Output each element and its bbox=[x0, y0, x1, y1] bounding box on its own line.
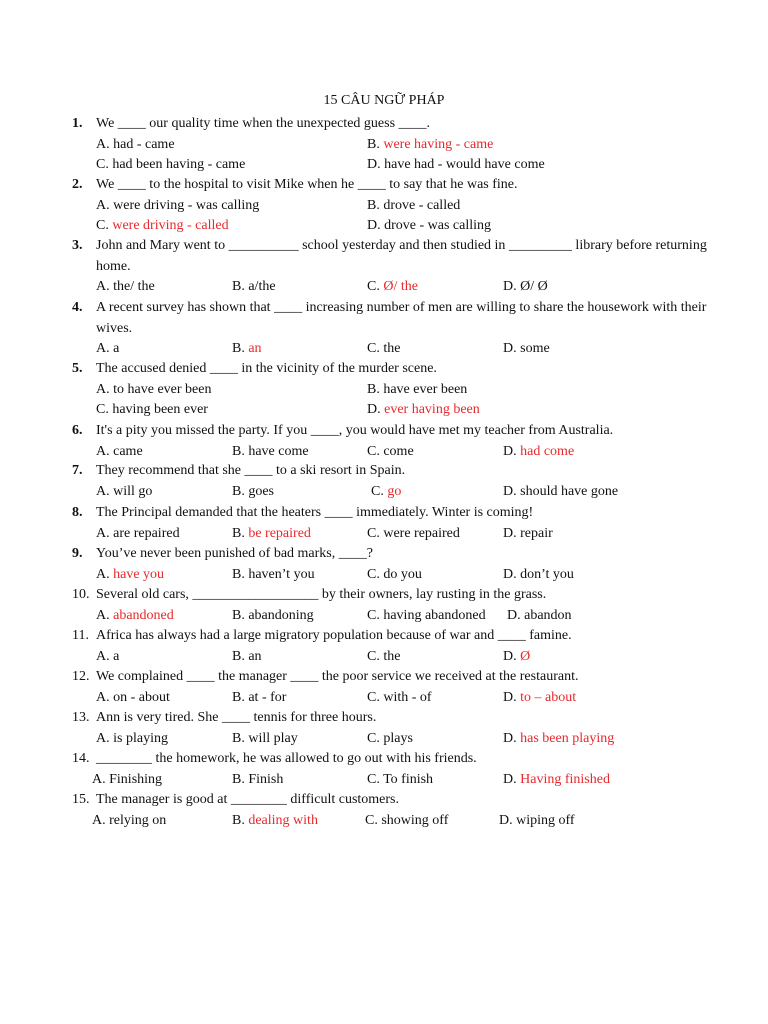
option-text: be repaired bbox=[248, 525, 311, 541]
question-stem: We complained ____ the manager ____ the poor service we received at the restaurant. bbox=[96, 669, 579, 684]
option-a[interactable] bbox=[96, 196, 259, 217]
question-stem: Africa has always had a large migratory population because of war and ____ famine. bbox=[96, 628, 572, 643]
option-c[interactable] bbox=[96, 400, 208, 421]
option-c[interactable] bbox=[96, 155, 245, 176]
option-c[interactable] bbox=[96, 216, 229, 237]
option-b[interactable] bbox=[232, 688, 286, 709]
option-letter: A. bbox=[92, 812, 106, 828]
option-text: abandoned bbox=[113, 607, 174, 623]
option-letter: C. bbox=[365, 812, 378, 828]
option-text: having been ever bbox=[112, 402, 208, 417]
option-letter: A. bbox=[96, 197, 110, 213]
option-letter: A. bbox=[92, 771, 106, 787]
option-b[interactable] bbox=[232, 482, 274, 503]
question-number: 2. bbox=[72, 177, 83, 192]
option-letter: A. bbox=[96, 648, 110, 664]
option-d[interactable] bbox=[507, 606, 572, 627]
question-stem: The accused denied ____ in the vicinity of the murder scene. bbox=[96, 361, 437, 376]
option-text: showing off bbox=[381, 812, 449, 828]
option-text: don’t you bbox=[520, 566, 574, 582]
question-number: 8. bbox=[72, 505, 83, 520]
option-letter: B. bbox=[232, 648, 245, 664]
option-letter: D. bbox=[367, 402, 381, 417]
question-number: 12. bbox=[72, 669, 90, 684]
question-number: 14. bbox=[72, 751, 90, 766]
option-letter: B. bbox=[367, 136, 380, 152]
option-letter: A. bbox=[96, 341, 110, 356]
option-d[interactable] bbox=[503, 339, 550, 360]
option-letter: B. bbox=[367, 381, 380, 397]
option-letter: D. bbox=[503, 341, 517, 356]
option-text: were repaired bbox=[383, 525, 460, 541]
option-letter: A. bbox=[96, 525, 110, 541]
option-text: had - came bbox=[113, 136, 175, 152]
option-text: have ever been bbox=[383, 381, 468, 397]
option-text: Ø/ Ø bbox=[520, 279, 548, 294]
option-letter: D. bbox=[367, 218, 381, 233]
option-letter: A. bbox=[96, 607, 110, 623]
option-text: will play bbox=[248, 730, 298, 746]
option-letter: C. bbox=[96, 218, 109, 233]
question-number: 7. bbox=[72, 463, 83, 478]
option-text: have had - would have come bbox=[384, 157, 545, 172]
option-b[interactable] bbox=[232, 811, 318, 832]
option-d[interactable] bbox=[503, 565, 574, 586]
option-letter: A. bbox=[96, 730, 110, 746]
option-letter: D. bbox=[503, 730, 517, 746]
option-letter: B. bbox=[367, 197, 380, 213]
option-d[interactable] bbox=[503, 482, 618, 503]
option-letter: B. bbox=[232, 525, 245, 541]
option-letter: D. bbox=[507, 607, 521, 623]
question-stem: Ann is very tired. She ____ tennis for three hours. bbox=[96, 710, 377, 725]
option-text: were driving - called bbox=[112, 218, 229, 233]
option-text: a bbox=[113, 341, 120, 356]
option-text: had been having - came bbox=[112, 157, 246, 172]
option-a[interactable] bbox=[92, 770, 162, 791]
option-text: goes bbox=[248, 483, 275, 499]
option-text: relying on bbox=[109, 812, 167, 828]
option-letter: C. bbox=[367, 279, 380, 294]
option-letter: A. bbox=[96, 381, 110, 397]
option-letter: C. bbox=[367, 566, 380, 582]
option-text: go bbox=[387, 483, 402, 499]
option-b[interactable] bbox=[232, 339, 262, 360]
option-text: came bbox=[113, 443, 143, 459]
option-text: abandoning bbox=[248, 607, 314, 623]
option-letter: D. bbox=[499, 812, 513, 828]
option-c[interactable] bbox=[367, 688, 432, 709]
option-text: a/the bbox=[248, 279, 276, 294]
question-stem: The manager is good at ________ difficult customers. bbox=[96, 792, 400, 807]
option-c[interactable] bbox=[367, 647, 400, 668]
option-letter: B. bbox=[232, 443, 245, 459]
option-letter: B. bbox=[232, 483, 245, 499]
option-b[interactable] bbox=[232, 729, 298, 750]
option-b[interactable] bbox=[232, 524, 311, 545]
option-d[interactable] bbox=[503, 647, 530, 668]
option-d[interactable] bbox=[503, 442, 574, 463]
option-text: some bbox=[520, 341, 550, 356]
option-a[interactable] bbox=[96, 277, 155, 298]
option-text: come bbox=[383, 443, 414, 459]
option-d[interactable] bbox=[503, 729, 614, 750]
option-text: repair bbox=[520, 525, 553, 541]
option-b[interactable] bbox=[367, 196, 460, 217]
option-b[interactable] bbox=[232, 277, 276, 298]
option-letter: A. bbox=[96, 443, 110, 459]
option-text: were having - came bbox=[383, 136, 494, 152]
option-letter: C. bbox=[96, 402, 109, 417]
option-letter: C. bbox=[367, 607, 380, 623]
option-c[interactable] bbox=[367, 729, 413, 750]
option-d[interactable] bbox=[367, 155, 545, 176]
option-letter: D. bbox=[503, 279, 517, 294]
option-c[interactable] bbox=[367, 524, 460, 545]
option-letter: B. bbox=[232, 689, 245, 705]
option-letter: D. bbox=[503, 566, 517, 582]
option-letter: C. bbox=[367, 443, 380, 459]
question-stem: The Principal demanded that the heaters ____ immediately. Winter is coming! bbox=[96, 505, 534, 520]
option-text: the/ the bbox=[113, 279, 155, 294]
option-letter: B. bbox=[232, 607, 245, 623]
option-text: wiping off bbox=[516, 812, 575, 828]
page-title: 15 CÂU NGỮ PHÁP bbox=[323, 93, 445, 108]
option-letter: C. bbox=[371, 483, 384, 499]
option-text: Ø bbox=[520, 648, 531, 664]
option-letter: C. bbox=[367, 648, 380, 664]
question-stem: They recommend that she ____ to a ski resort in Spain. bbox=[96, 463, 406, 478]
option-letter: C. bbox=[367, 341, 380, 356]
option-letter: B. bbox=[232, 812, 245, 828]
option-a[interactable] bbox=[96, 442, 143, 463]
option-text: drove - was calling bbox=[384, 218, 492, 233]
option-text: should have gone bbox=[520, 483, 619, 499]
option-a[interactable] bbox=[96, 729, 168, 750]
option-b[interactable] bbox=[367, 380, 467, 401]
question-stem: It's a pity you missed the party. If you ____, you would have met my teacher from Australia. bbox=[96, 423, 614, 438]
option-letter: A. bbox=[96, 483, 110, 499]
option-text: the bbox=[383, 341, 401, 356]
option-letter: A. bbox=[96, 136, 110, 152]
question-stem: We ____ to the hospital to visit Mike when he ____ to say that he was fine. bbox=[96, 177, 518, 192]
option-letter: D. bbox=[503, 525, 517, 541]
question-number: 13. bbox=[72, 710, 90, 725]
option-a[interactable] bbox=[96, 606, 174, 627]
question-stem: John and Mary went to __________ school yesterday and then studied in _________ library before returning home. bbox=[96, 238, 707, 274]
option-b[interactable] bbox=[232, 606, 314, 627]
option-text: the bbox=[383, 648, 401, 664]
option-letter: A. bbox=[96, 689, 110, 705]
option-a[interactable] bbox=[96, 339, 119, 360]
option-d[interactable] bbox=[503, 524, 553, 545]
option-text: are repaired bbox=[113, 525, 180, 541]
question-number: 9. bbox=[72, 546, 83, 561]
option-letter: B. bbox=[232, 566, 245, 582]
question-number: 10. bbox=[72, 587, 90, 602]
option-letter: B. bbox=[232, 730, 245, 746]
option-text: with - of bbox=[383, 689, 432, 705]
option-a[interactable] bbox=[96, 565, 164, 586]
option-b[interactable] bbox=[232, 770, 283, 791]
option-letter: D. bbox=[503, 483, 517, 499]
option-a[interactable] bbox=[96, 135, 175, 156]
option-a[interactable] bbox=[96, 482, 152, 503]
option-d[interactable] bbox=[503, 688, 576, 709]
option-text: To finish bbox=[383, 771, 434, 787]
question-number: 15. bbox=[72, 792, 90, 807]
option-text: on - about bbox=[113, 689, 170, 705]
option-a[interactable] bbox=[96, 647, 119, 668]
question-stem: We ____ our quality time when the unexpected guess ____. bbox=[96, 116, 431, 131]
option-b[interactable] bbox=[232, 647, 262, 668]
option-text: were driving - was calling bbox=[113, 197, 260, 213]
option-letter: D. bbox=[503, 771, 517, 787]
option-letter: C. bbox=[367, 771, 380, 787]
question-number: 1. bbox=[72, 116, 83, 131]
option-a[interactable] bbox=[92, 811, 166, 832]
question-stem: Several old cars, __________________ by their owners, lay rusting in the grass. bbox=[96, 587, 547, 602]
option-text: abandon bbox=[524, 607, 572, 623]
option-text: is playing bbox=[113, 730, 168, 746]
option-letter: C. bbox=[367, 689, 380, 705]
option-text: have you bbox=[113, 566, 165, 582]
question-number: 3. bbox=[72, 238, 83, 253]
option-text: ever having been bbox=[384, 402, 480, 417]
option-letter: D. bbox=[503, 648, 517, 664]
option-letter: C. bbox=[367, 525, 380, 541]
question-number: 11. bbox=[72, 628, 89, 643]
option-b[interactable] bbox=[367, 135, 493, 156]
option-text: will go bbox=[113, 483, 153, 499]
option-d[interactable] bbox=[503, 277, 548, 298]
option-letter: C. bbox=[367, 730, 380, 746]
option-text: had come bbox=[520, 443, 575, 459]
option-letter: A. bbox=[96, 279, 110, 294]
option-c[interactable] bbox=[367, 565, 422, 586]
option-c[interactable] bbox=[367, 277, 418, 298]
option-b[interactable] bbox=[232, 442, 309, 463]
option-text: an bbox=[248, 648, 262, 664]
option-text: has been playing bbox=[520, 730, 615, 746]
question-number: 6. bbox=[72, 423, 83, 438]
question-stem: A recent survey has shown that ____ increasing number of men are willing to share the housework with their wives. bbox=[96, 300, 707, 336]
option-letter: B. bbox=[232, 279, 245, 294]
option-text: have come bbox=[248, 443, 309, 459]
option-text: Finish bbox=[248, 771, 284, 787]
option-c[interactable] bbox=[367, 606, 486, 627]
option-a[interactable] bbox=[96, 688, 170, 709]
option-text: plays bbox=[383, 730, 413, 746]
option-text: do you bbox=[383, 566, 422, 582]
option-text: Finishing bbox=[109, 771, 163, 787]
option-b[interactable] bbox=[232, 565, 315, 586]
option-letter: D. bbox=[503, 689, 517, 705]
option-letter: A. bbox=[96, 566, 110, 582]
option-text: haven’t you bbox=[248, 566, 315, 582]
option-text: an bbox=[248, 341, 262, 356]
option-text: drove - called bbox=[383, 197, 461, 213]
option-c[interactable] bbox=[367, 770, 433, 791]
option-letter: C. bbox=[96, 157, 109, 172]
option-c[interactable] bbox=[365, 811, 448, 832]
question-stem: You’ve never been punished of bad marks, ____? bbox=[96, 546, 373, 561]
option-a[interactable] bbox=[96, 380, 211, 401]
option-text: a bbox=[113, 648, 120, 664]
option-c[interactable] bbox=[367, 339, 400, 360]
option-a[interactable] bbox=[96, 524, 180, 545]
option-d[interactable] bbox=[367, 400, 480, 421]
option-text: Ø/ the bbox=[383, 279, 418, 294]
option-letter: B. bbox=[232, 771, 245, 787]
question-stem: ________ the homework, he was allowed to go out with his friends. bbox=[96, 751, 477, 766]
option-text: dealing with bbox=[248, 812, 318, 828]
option-d[interactable] bbox=[367, 216, 491, 237]
option-letter: D. bbox=[503, 443, 517, 459]
option-text: at - for bbox=[248, 689, 287, 705]
option-d[interactable] bbox=[503, 770, 610, 791]
question-number: 5. bbox=[72, 361, 83, 376]
option-d[interactable] bbox=[499, 811, 575, 832]
option-letter: D. bbox=[367, 157, 381, 172]
option-text: to have ever been bbox=[113, 381, 212, 397]
option-c[interactable] bbox=[367, 442, 414, 463]
option-c[interactable] bbox=[371, 482, 401, 503]
option-text: having abandoned bbox=[383, 607, 486, 623]
option-text: to – about bbox=[520, 689, 577, 705]
question-number: 4. bbox=[72, 300, 83, 315]
option-letter: B. bbox=[232, 341, 245, 356]
option-text: Having finished bbox=[520, 771, 610, 787]
